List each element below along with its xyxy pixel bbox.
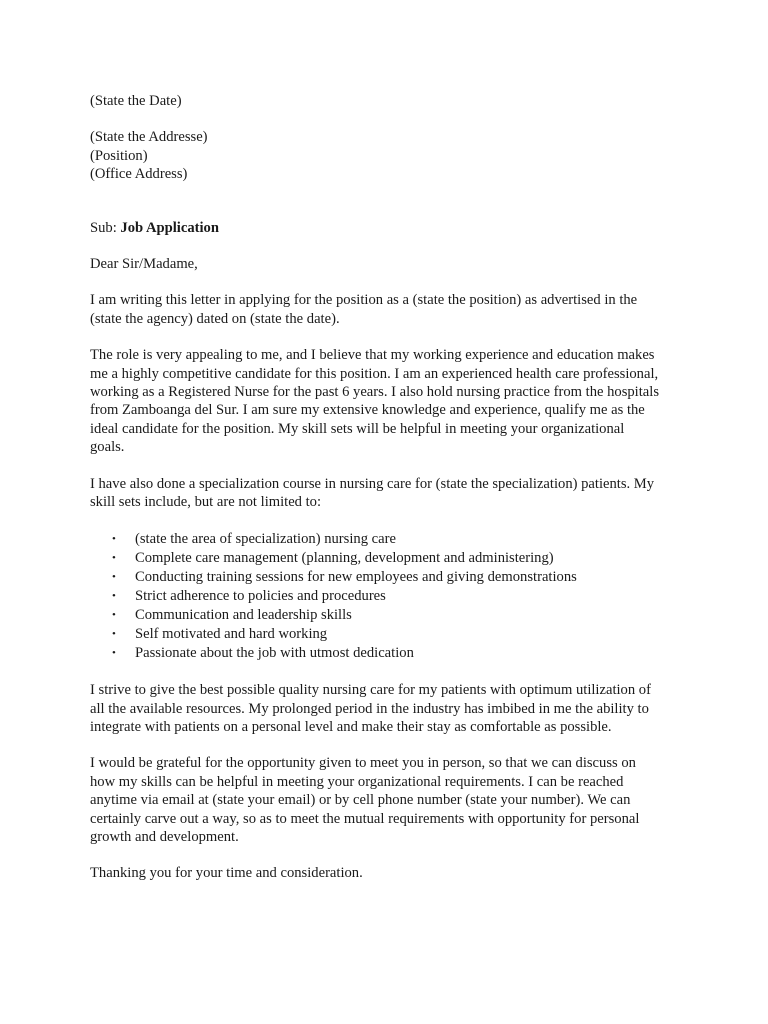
paragraph-line: how my skills can be helpful in meeting your organizational requirements. I can be reached [90,773,624,790]
skills-list-item [90,549,690,568]
subject-value: Job Application [120,219,219,236]
skills-list-item [90,587,690,606]
skill-text: Complete care management (planning, development and administering) [135,549,554,566]
closing-text: Thanking you for your time and consideration. [90,865,363,882]
letter-page [90,92,690,883]
paragraph-line: from Zamboanga del Sur. I am sure my extensive knowledge and experience, qualify me as the [90,402,645,419]
bullet-icon: • [112,551,116,564]
paragraph-role [90,346,690,456]
paragraph-line: ideal candidate for the position. My skill sets will be helpful in meeting your organizational [90,420,625,437]
salutation [90,255,690,273]
skill-text: Conducting training sessions for new employees and giving demonstrations [135,568,577,585]
paragraph-line: I am writing this letter in applying for the position as a (state the position) as advertised in the [90,292,638,309]
paragraph-strive [90,681,690,736]
paragraph-intro [90,291,690,328]
skills-list-item [90,625,690,644]
addressee-position: (Position) [90,147,148,164]
paragraph-line: The role is very appealing to me, and I believe that my working experience and education makes [90,347,655,364]
skill-text: Communication and leadership skills [135,606,352,623]
paragraph-line: I strive to give the best possible quality nursing care for my patients with optimum utilization of [90,682,651,699]
paragraph-line: growth and development. [90,829,239,845]
skills-list [90,530,690,664]
paragraph-line: integrate with patients on a personal level and make their stay as comfortable as possible. [90,718,612,735]
skills-list-item [90,644,690,663]
paragraph-line: working as a Registered Nurse for the past 6 years. I also hold nursing practice from the hospitals [90,384,660,401]
date-text: (State the Date) [90,93,182,109]
paragraph-grateful [90,754,690,846]
bullet-icon: • [112,570,116,583]
skill-text: Strict adherence to policies and procedures [135,587,386,604]
skill-text: Passionate about the job with utmost dedication [135,645,414,662]
subject-label: Sub: [90,219,117,236]
bullet-icon: • [112,589,116,602]
paragraph-line: me a highly competitive candidate for this position. I am an experienced health care professional, [90,365,659,382]
paragraph-line: I have also done a specialization course in nursing care for (state the specialization) patients. My [90,475,655,492]
addressee-office-address: (Office Address) [90,166,188,183]
bullet-icon: • [112,627,116,640]
paragraph-line: all the available resources. My prolonged period in the industry has imbibed in me the ability to [90,700,649,717]
skill-text: (state the area of specialization) nursing care [135,530,396,547]
bullet-icon: • [112,532,116,545]
salutation-text: Dear Sir/Madame, [90,256,198,273]
skills-list-item [90,606,690,625]
paragraph-line: I would be grateful for the opportunity given to meet you in person, so that we can discuss on [90,755,636,772]
addressee-block [90,128,690,183]
skills-list-item [90,530,690,549]
skill-text: Self motivated and hard working [135,625,328,642]
addressee-name: (State the Addresse) [90,129,208,146]
paragraph-line: (state the agency) dated on (state the date). [90,310,340,327]
paragraph-line: certainly carve out a way, so as to meet the mutual requirements with opportunity for personal [90,810,640,827]
bullet-icon: • [112,647,116,660]
subject-line [90,219,690,237]
paragraph-line: goals. [90,439,125,456]
letter-date [90,92,690,110]
paragraph-line: anytime via email at (state your email) or by cell phone number (state your number). We can [90,792,631,809]
paragraph-specialization [90,475,690,512]
bullet-icon: • [112,608,116,621]
paragraph-line: skill sets include, but are not limited to: [90,494,322,511]
skills-list-item [90,568,690,587]
closing-line [90,864,690,882]
